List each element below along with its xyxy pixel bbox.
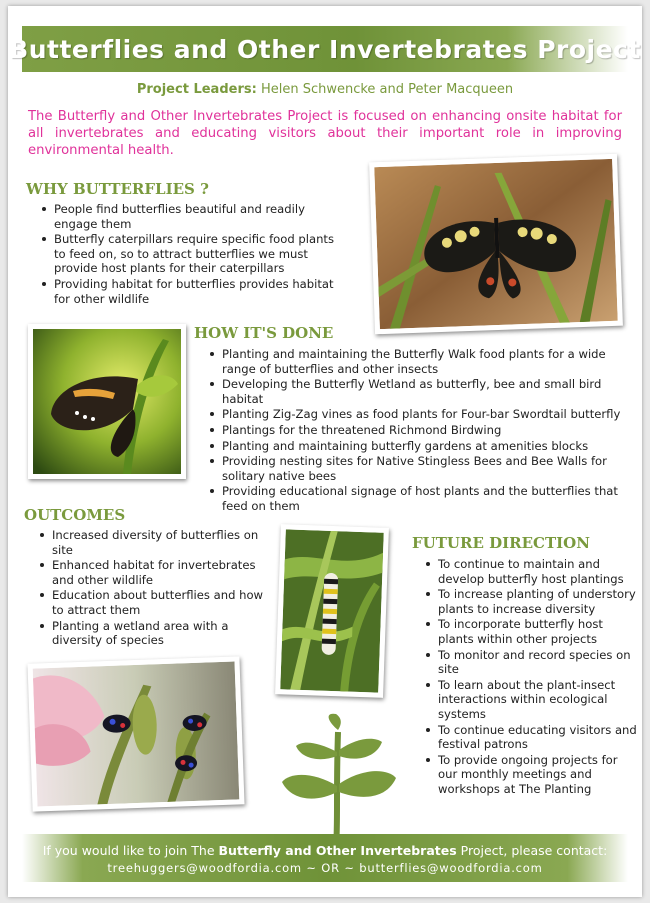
why-list [40, 202, 346, 307]
title-banner [9, 26, 641, 72]
list-item: To incorporate butterfly host plants within other projects [424, 617, 638, 646]
list-item: Providing nesting sites for Native Stingless Bees and Bee Walls for solitary native bees [208, 454, 634, 483]
future-heading: FUTURE DIRECTION [412, 534, 590, 552]
dark-butterfly-photo [28, 324, 186, 479]
contact-emails[interactable]: treehuggers@woodfordia.com ~ OR ~ butterflies@woodfordia.com [107, 861, 543, 875]
caterpillar-photo [275, 524, 389, 698]
list-item: Enhanced habitat for invertebrates and other wildlife [38, 558, 266, 587]
list-item: Planting Zig-Zag vines as food plants for Four-bar Swordtail butterfly [208, 407, 634, 422]
list-item: Planting a wetland area with a diversity of species [38, 619, 266, 648]
flyer-page [8, 6, 642, 897]
why-heading: WHY BUTTERFLIES ? [26, 180, 209, 198]
list-item: Plantings for the threatened Richmond Birdwing [208, 423, 634, 438]
list-item: Providing habitat for butterflies provides habitat for other wildlife [40, 277, 346, 306]
list-item: Butterfly caterpillars require specific food plants to feed on, so to attract butterflies we must provide host plants for their caterpillars [40, 232, 346, 276]
list-item: To continue to maintain and develop butterfly host plantings [424, 557, 638, 586]
list-item: Education about butterflies and how to attract them [38, 588, 266, 617]
list-item: Developing the Butterfly Wetland as butterfly, bee and small bird habitat [208, 377, 634, 406]
outcomes-heading: OUTCOMES [24, 506, 126, 524]
contact-footer [22, 834, 628, 882]
list-item: To learn about the plant-insect interactions within ecological systems [424, 678, 638, 722]
swallowtail-photo [369, 154, 623, 335]
list-item: Planting and maintaining butterfly gardens at amenities blocks [208, 439, 634, 454]
list-item: Increased diversity of butterflies on site [38, 528, 266, 557]
beetles-flower-photo [27, 656, 244, 811]
contact-text-post: Project, please contact: [456, 843, 608, 858]
list-item: To increase planting of understory plants to increase diversity [424, 587, 638, 616]
list-item: Providing educational signage of host plants and the butterflies that feed on them [208, 484, 634, 513]
project-leaders [8, 82, 642, 97]
contact-line [22, 843, 628, 858]
contact-project-name: Butterfly and Other Invertebrates [218, 843, 457, 858]
list-item: Planting and maintaining the Butterfly Walk food plants for a wide range of butterflies and other insects [208, 347, 634, 376]
list-item: To continue educating visitors and festival patrons [424, 723, 638, 752]
future-list [424, 557, 638, 798]
intro-paragraph: The Butterfly and Other Invertebrates Project is focused on enhancing onsite habitat for all invertebrates and educating visitors about their important role in improving environmental health. [28, 109, 622, 158]
list-item: People find butterflies beautiful and readily engage them [40, 202, 346, 231]
how-heading: HOW IT'S DONE [194, 324, 334, 342]
leaders-label: Project Leaders: [136, 82, 257, 97]
outcomes-list [38, 528, 266, 649]
contact-text-pre: If you would like to join The [42, 843, 219, 858]
list-item: To provide ongoing projects for our monthly meetings and workshops at The Planting [424, 753, 638, 797]
list-item: To monitor and record species on site [424, 648, 638, 677]
how-list [208, 347, 634, 515]
leaders-names: Helen Schwencke and Peter Macqueen [260, 82, 514, 97]
sprout-icon [278, 712, 398, 848]
page-title: Butterflies and Other Invertebrates Project [9, 34, 641, 64]
